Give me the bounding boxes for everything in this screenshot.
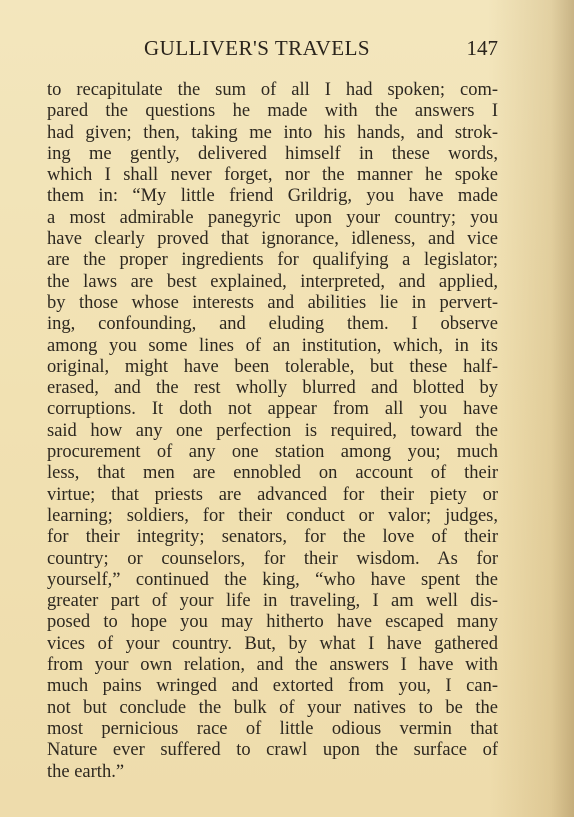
text-line: virtue; that priests are advanced for their piety or bbox=[47, 484, 498, 505]
text-line: much pains wringed and extorted from you, I can- bbox=[47, 676, 498, 697]
text-line: the laws are best explained, interpreted, and applied, bbox=[47, 271, 498, 292]
text-line: ing me gently, delivered himself in these words, bbox=[47, 143, 498, 164]
text-line: greater part of your life in traveling, I am well dis- bbox=[47, 591, 498, 612]
text-line: are the proper ingredients for qualifying a legislator; bbox=[47, 250, 498, 271]
text-line: corruptions. It doth not appear from all you have bbox=[47, 399, 498, 420]
text-line: said how any one perfection is required, toward the bbox=[47, 420, 498, 441]
text-line: less, that men are ennobled on account of their bbox=[47, 463, 498, 484]
text-line: not but conclude the bulk of your natives to be the bbox=[47, 697, 498, 718]
text-line: them in: “My little friend Grildrig, you have made bbox=[47, 186, 498, 207]
text-line-last: the earth.” bbox=[47, 761, 125, 782]
text-line: learning; soldiers, for their conduct or valor; judges, bbox=[47, 505, 498, 526]
text-line: among you some lines of an institution, which, in its bbox=[47, 335, 498, 356]
text-line: pared the questions he made with the answers I bbox=[47, 101, 498, 122]
text-line: which I shall never forget, nor the manner he spoke bbox=[47, 165, 498, 186]
text-line: have clearly proved that ignorance, idleness, and vice bbox=[47, 229, 498, 250]
text-line: vices of your country. But, by what I have gathered bbox=[47, 633, 498, 654]
text-line: a most admirable panegyric upon your country; you bbox=[47, 207, 498, 228]
text-line: for their integrity; senators, for the love of their bbox=[47, 527, 498, 548]
text-line: country; or counselors, for their wisdom. As for bbox=[47, 548, 498, 569]
text-line: posed to hope you may hitherto have escaped many bbox=[47, 612, 498, 633]
running-title: GULLIVER'S TRAVELS bbox=[144, 36, 371, 60]
text-line: yourself,” continued the king, “who have spent the bbox=[47, 569, 498, 590]
text-line: ing, confounding, and eluding them. I observe bbox=[47, 314, 498, 335]
page-number: 147 bbox=[466, 36, 498, 60]
text-line: most pernicious race of little odious vermin that bbox=[47, 718, 498, 739]
text-line: had given; then, taking me into his hands, and strok- bbox=[47, 122, 498, 143]
text-line: erased, and the rest wholly blurred and blotted by bbox=[47, 378, 498, 399]
body-text bbox=[47, 80, 498, 783]
text-line: from your own relation, and the answers I have with bbox=[47, 655, 498, 676]
page-header bbox=[48, 36, 498, 66]
text-line: procurement of any one station among you; much bbox=[47, 442, 498, 463]
text-line: Nature ever suffered to crawl upon the surface of bbox=[47, 740, 498, 761]
text-line: original, might have been tolerable, but these half- bbox=[47, 356, 498, 377]
text-line: to recapitulate the sum of all I had spoken; com- bbox=[47, 80, 498, 100]
text-line: by those whose interests and abilities lie in pervert- bbox=[47, 292, 498, 313]
